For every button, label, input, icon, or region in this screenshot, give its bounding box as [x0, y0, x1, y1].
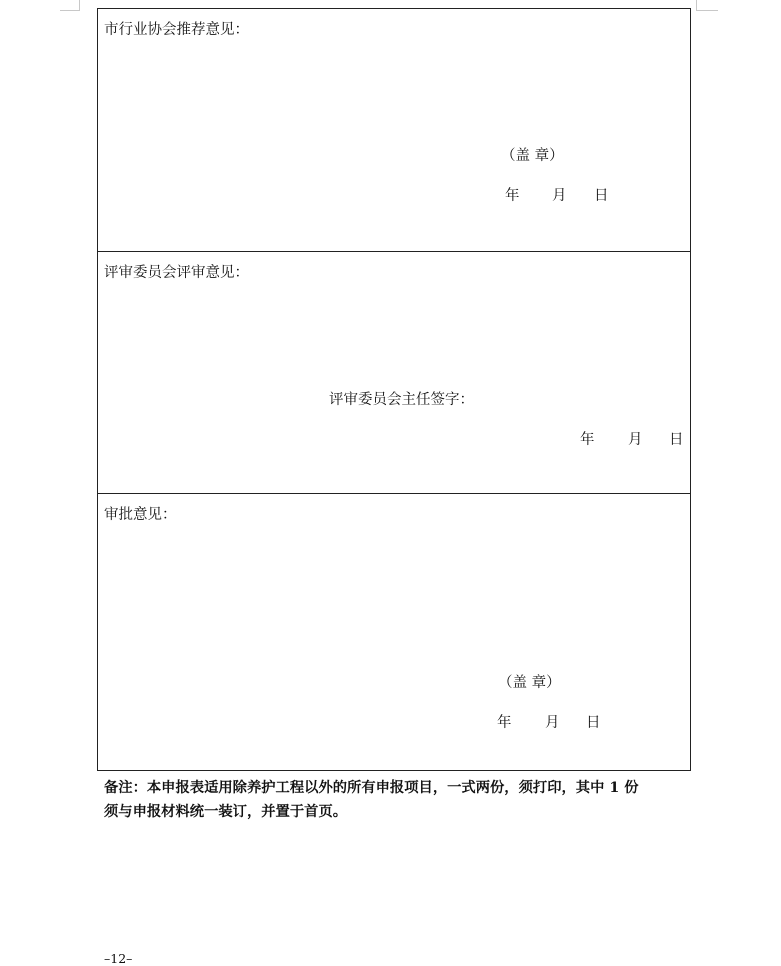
crop-mark-right-horizontal [696, 10, 718, 11]
industry-association-section [98, 9, 690, 251]
date-month: 月 [628, 432, 643, 448]
seal-text: （盖 章） [498, 675, 561, 691]
review-committee-label: 评审委员会评审意见： [104, 265, 249, 281]
page-number: –12– [104, 951, 133, 966]
crop-mark-left-horizontal [60, 10, 80, 11]
industry-association-label: 市行业协会推荐意见： [104, 22, 249, 38]
date-month: 月 [545, 715, 560, 731]
opinion-form-table [97, 8, 691, 771]
approval-section [98, 493, 690, 770]
remarks-note [104, 776, 698, 824]
remarks-line-2: 须与申报材料统一装订，并置于首页。 [104, 804, 348, 820]
date-year: 年 [497, 715, 512, 731]
date-day: 日 [594, 188, 609, 204]
review-committee-section [98, 251, 690, 493]
committee-director-signature-label: 评审委员会主任签字： [329, 392, 474, 408]
approval-label: 审批意见： [104, 507, 177, 523]
date-day: 日 [586, 715, 601, 731]
date-month: 月 [552, 188, 567, 204]
remarks-line-1: 备注：本申报表适用除养护工程以外的所有申报项目，一式两份，须打印，其中 1 份 [104, 780, 639, 796]
date-year: 年 [580, 432, 595, 448]
seal-text: （盖 章） [501, 148, 564, 164]
date-day: 日 [669, 432, 684, 448]
date-year: 年 [505, 188, 520, 204]
